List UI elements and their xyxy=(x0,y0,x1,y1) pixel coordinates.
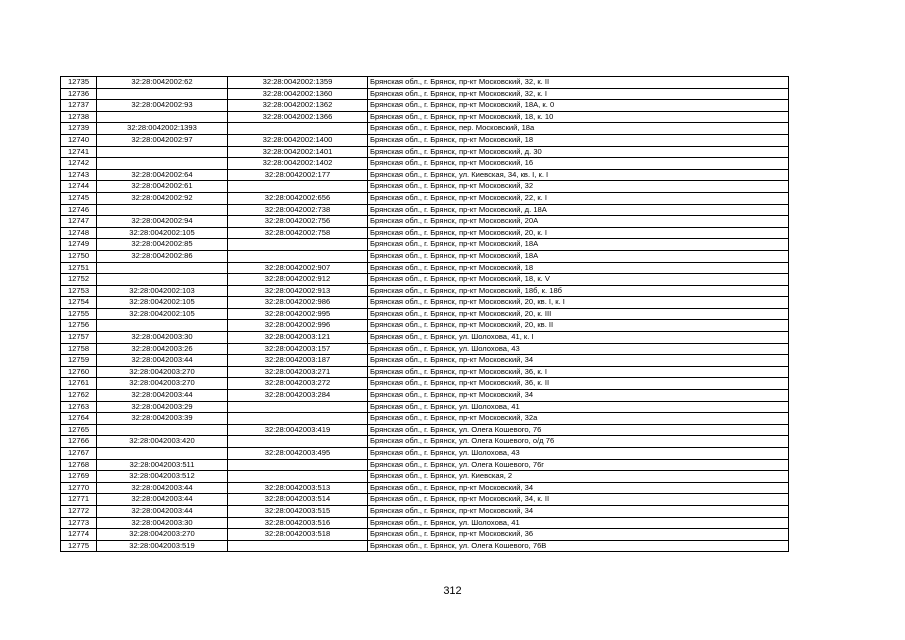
object-number-cell xyxy=(228,540,368,552)
row-number-cell: 12759 xyxy=(61,355,97,367)
object-number-cell: 32:28:0042002:758 xyxy=(228,227,368,239)
table-row xyxy=(61,192,789,204)
table-row xyxy=(61,169,789,181)
address-cell: Брянская обл., г. Брянск, ул. Шолохова, 41, к. I xyxy=(368,332,789,344)
parcel-number-cell: 32:28:0042003:511 xyxy=(97,459,228,471)
address-cell: Брянская обл., г. Брянск, пр-кт Московский, 18, к. V xyxy=(368,274,789,286)
address-cell: Брянская обл., г. Брянск, пр-кт Московский, 34 xyxy=(368,355,789,367)
parcel-number-cell: 32:28:0042003:44 xyxy=(97,355,228,367)
parcel-number-cell: 32:28:0042003:270 xyxy=(97,366,228,378)
address-cell: Брянская обл., г. Брянск, ул. Киевская, 2 xyxy=(368,471,789,483)
table-row xyxy=(61,134,789,146)
object-number-cell: 32:28:0042002:177 xyxy=(228,169,368,181)
parcel-number-cell: 32:28:0042002:105 xyxy=(97,227,228,239)
table-row xyxy=(61,239,789,251)
address-cell: Брянская обл., г. Брянск, ул. Киевская, 34, кв. I, к. I xyxy=(368,169,789,181)
object-number-cell xyxy=(228,123,368,135)
object-number-cell: 32:28:0042002:996 xyxy=(228,320,368,332)
parcel-number-cell: 32:28:0042002:86 xyxy=(97,250,228,262)
parcel-number-cell xyxy=(97,262,228,274)
object-number-cell: 32:28:0042002:1362 xyxy=(228,100,368,112)
row-number-cell: 12766 xyxy=(61,436,97,448)
table-row xyxy=(61,204,789,216)
address-cell: Брянская обл., г. Брянск, пр-кт Московский, 20, к. III xyxy=(368,308,789,320)
object-number-cell xyxy=(228,401,368,413)
address-cell: Брянская обл., г. Брянск, пр-кт Московский, 32 xyxy=(368,181,789,193)
object-number-cell xyxy=(228,471,368,483)
address-cell: Брянская обл., г. Брянск, пр-кт Московский, д. 30 xyxy=(368,146,789,158)
table-row xyxy=(61,181,789,193)
address-cell: Брянская обл., г. Брянск, пр-кт Московский, 18А xyxy=(368,250,789,262)
parcel-number-cell xyxy=(97,158,228,170)
row-number-cell: 12772 xyxy=(61,505,97,517)
table-row xyxy=(61,308,789,320)
table-row xyxy=(61,540,789,552)
row-number-cell: 12762 xyxy=(61,390,97,402)
row-number-cell: 12749 xyxy=(61,239,97,251)
address-cell: Брянская обл., г. Брянск, пр-кт Московский, 36, к. II xyxy=(368,378,789,390)
object-number-cell: 32:28:0042003:419 xyxy=(228,424,368,436)
object-number-cell: 32:28:0042002:1402 xyxy=(228,158,368,170)
parcel-number-cell: 32:28:0042002:103 xyxy=(97,285,228,297)
address-cell: Брянская обл., г. Брянск, пр-кт Московский, д. 18А xyxy=(368,204,789,216)
parcel-number-cell: 32:28:0042003:30 xyxy=(97,332,228,344)
table-row xyxy=(61,413,789,425)
table-row xyxy=(61,262,789,274)
table-row xyxy=(61,517,789,529)
cadastral-table xyxy=(60,76,789,552)
address-cell: Брянская обл., г. Брянск, пр-кт Московский, 22, к. I xyxy=(368,192,789,204)
address-cell: Брянская обл., г. Брянск, пр-кт Московский, 18А xyxy=(368,239,789,251)
table-row xyxy=(61,436,789,448)
object-number-cell: 32:28:0042002:995 xyxy=(228,308,368,320)
row-number-cell: 12742 xyxy=(61,158,97,170)
address-cell: Брянская обл., г. Брянск, пр-кт Московский, 36 xyxy=(368,529,789,541)
object-number-cell xyxy=(228,413,368,425)
table-row xyxy=(61,378,789,390)
object-number-cell: 32:28:0042003:272 xyxy=(228,378,368,390)
object-number-cell: 32:28:0042002:1401 xyxy=(228,146,368,158)
object-number-cell: 32:28:0042002:1360 xyxy=(228,88,368,100)
row-number-cell: 12768 xyxy=(61,459,97,471)
object-number-cell: 32:28:0042002:738 xyxy=(228,204,368,216)
object-number-cell: 32:28:0042002:912 xyxy=(228,274,368,286)
parcel-number-cell: 32:28:0042003:39 xyxy=(97,413,228,425)
parcel-number-cell xyxy=(97,204,228,216)
address-cell: Брянская обл., г. Брянск, ул. Шолохова, 41 xyxy=(368,401,789,413)
table-row xyxy=(61,216,789,228)
address-cell: Брянская обл., г. Брянск, ул. Шолохова, 41 xyxy=(368,517,789,529)
address-cell: Брянская обл., г. Брянск, пр-кт Московский, 36, к. I xyxy=(368,366,789,378)
row-number-cell: 12758 xyxy=(61,343,97,355)
object-number-cell: 32:28:0042003:284 xyxy=(228,390,368,402)
address-cell: Брянская обл., г. Брянск, пр-кт Московский, 34 xyxy=(368,505,789,517)
parcel-number-cell: 32:28:0042003:519 xyxy=(97,540,228,552)
object-number-cell xyxy=(228,459,368,471)
table-row xyxy=(61,146,789,158)
address-cell: Брянская обл., г. Брянск, пр-кт Московский, 16 xyxy=(368,158,789,170)
parcel-number-cell: 32:28:0042003:44 xyxy=(97,482,228,494)
row-number-cell: 12740 xyxy=(61,134,97,146)
parcel-number-cell: 32:28:0042002:1393 xyxy=(97,123,228,135)
address-cell: Брянская обл., г. Брянск, пр-кт Московский, 20, кв. II xyxy=(368,320,789,332)
table-row xyxy=(61,366,789,378)
object-number-cell: 32:28:0042003:513 xyxy=(228,482,368,494)
address-cell: Брянская обл., г. Брянск, пер. Московский, 18а xyxy=(368,123,789,135)
table-row xyxy=(61,111,789,123)
row-number-cell: 12757 xyxy=(61,332,97,344)
row-number-cell: 12770 xyxy=(61,482,97,494)
row-number-cell: 12738 xyxy=(61,111,97,123)
address-cell: Брянская обл., г. Брянск, пр-кт Московский, 18б, к. 18б xyxy=(368,285,789,297)
object-number-cell: 32:28:0042002:913 xyxy=(228,285,368,297)
table-row xyxy=(61,274,789,286)
parcel-number-cell xyxy=(97,88,228,100)
object-number-cell: 32:28:0042003:515 xyxy=(228,505,368,517)
row-number-cell: 12765 xyxy=(61,424,97,436)
address-cell: Брянская обл., г. Брянск, ул. Олега Кошевого, 76г xyxy=(368,459,789,471)
parcel-number-cell: 32:28:0042002:62 xyxy=(97,77,228,89)
address-cell: Брянская обл., г. Брянск, ул. Олега Кошевого, 76В xyxy=(368,540,789,552)
table-row xyxy=(61,448,789,460)
address-cell: Брянская обл., г. Брянск, пр-кт Московский, 32, к. II xyxy=(368,77,789,89)
row-number-cell: 12774 xyxy=(61,529,97,541)
address-cell: Брянская обл., г. Брянск, пр-кт Московский, 18 xyxy=(368,134,789,146)
address-cell: Брянская обл., г. Брянск, пр-кт Московский, 34, к. II xyxy=(368,494,789,506)
row-number-cell: 12747 xyxy=(61,216,97,228)
table-row xyxy=(61,494,789,506)
object-number-cell: 32:28:0042002:1366 xyxy=(228,111,368,123)
table-row xyxy=(61,123,789,135)
parcel-number-cell: 32:28:0042003:420 xyxy=(97,436,228,448)
row-number-cell: 12739 xyxy=(61,123,97,135)
table-row xyxy=(61,401,789,413)
parcel-number-cell: 32:28:0042003:270 xyxy=(97,378,228,390)
object-number-cell: 32:28:0042002:656 xyxy=(228,192,368,204)
row-number-cell: 12736 xyxy=(61,88,97,100)
parcel-number-cell: 32:28:0042002:61 xyxy=(97,181,228,193)
address-cell: Брянская обл., г. Брянск, ул. Шолохова, 43 xyxy=(368,448,789,460)
table-row xyxy=(61,77,789,89)
parcel-number-cell: 32:28:0042002:97 xyxy=(97,134,228,146)
parcel-number-cell xyxy=(97,146,228,158)
table-row xyxy=(61,505,789,517)
object-number-cell xyxy=(228,181,368,193)
parcel-number-cell: 32:28:0042002:64 xyxy=(97,169,228,181)
address-cell: Брянская обл., г. Брянск, пр-кт Московский, 20, к. I xyxy=(368,227,789,239)
address-cell: Брянская обл., г. Брянск, ул. Олега Кошевого, о/д 76 xyxy=(368,436,789,448)
address-cell: Брянская обл., г. Брянск, пр-кт Московский, 20, кв. I, к. I xyxy=(368,297,789,309)
row-number-cell: 12755 xyxy=(61,308,97,320)
parcel-number-cell: 32:28:0042003:270 xyxy=(97,529,228,541)
row-number-cell: 12748 xyxy=(61,227,97,239)
address-cell: Брянская обл., г. Брянск, пр-кт Московский, 32, к. I xyxy=(368,88,789,100)
table-row xyxy=(61,471,789,483)
table-row xyxy=(61,424,789,436)
table-row xyxy=(61,459,789,471)
row-number-cell: 12767 xyxy=(61,448,97,460)
table-row xyxy=(61,250,789,262)
row-number-cell: 12763 xyxy=(61,401,97,413)
row-number-cell: 12752 xyxy=(61,274,97,286)
table-row xyxy=(61,320,789,332)
object-number-cell: 32:28:0042003:121 xyxy=(228,332,368,344)
parcel-number-cell: 32:28:0042002:105 xyxy=(97,297,228,309)
row-number-cell: 12741 xyxy=(61,146,97,158)
object-number-cell: 32:28:0042003:518 xyxy=(228,529,368,541)
object-number-cell: 32:28:0042003:495 xyxy=(228,448,368,460)
address-cell: Брянская обл., г. Брянск, ул. Олега Кошевого, 76 xyxy=(368,424,789,436)
parcel-number-cell xyxy=(97,448,228,460)
row-number-cell: 12746 xyxy=(61,204,97,216)
row-number-cell: 12761 xyxy=(61,378,97,390)
address-cell: Брянская обл., г. Брянск, пр-кт Московский, 34 xyxy=(368,482,789,494)
object-number-cell xyxy=(228,250,368,262)
table-row xyxy=(61,285,789,297)
row-number-cell: 12764 xyxy=(61,413,97,425)
address-cell: Брянская обл., г. Брянск, пр-кт Московский, 34 xyxy=(368,390,789,402)
row-number-cell: 12744 xyxy=(61,181,97,193)
table-row xyxy=(61,297,789,309)
row-number-cell: 12737 xyxy=(61,100,97,112)
table-row xyxy=(61,529,789,541)
table-row xyxy=(61,355,789,367)
row-number-cell: 12769 xyxy=(61,471,97,483)
object-number-cell: 32:28:0042002:907 xyxy=(228,262,368,274)
table-row xyxy=(61,100,789,112)
address-cell: Брянская обл., г. Брянск, ул. Шолохова, 43 xyxy=(368,343,789,355)
table-row xyxy=(61,482,789,494)
parcel-number-cell: 32:28:0042002:92 xyxy=(97,192,228,204)
parcel-number-cell xyxy=(97,111,228,123)
row-number-cell: 12743 xyxy=(61,169,97,181)
parcel-number-cell: 32:28:0042003:512 xyxy=(97,471,228,483)
parcel-number-cell xyxy=(97,424,228,436)
object-number-cell: 32:28:0042003:514 xyxy=(228,494,368,506)
object-number-cell xyxy=(228,436,368,448)
table-row xyxy=(61,88,789,100)
row-number-cell: 12771 xyxy=(61,494,97,506)
object-number-cell: 32:28:0042003:516 xyxy=(228,517,368,529)
object-number-cell: 32:28:0042002:1400 xyxy=(228,134,368,146)
object-number-cell: 32:28:0042003:271 xyxy=(228,366,368,378)
table-row xyxy=(61,343,789,355)
row-number-cell: 12735 xyxy=(61,77,97,89)
parcel-number-cell: 32:28:0042002:85 xyxy=(97,239,228,251)
row-number-cell: 12760 xyxy=(61,366,97,378)
row-number-cell: 12775 xyxy=(61,540,97,552)
table-row xyxy=(61,227,789,239)
parcel-number-cell: 32:28:0042003:44 xyxy=(97,494,228,506)
table-body xyxy=(61,77,789,552)
address-cell: Брянская обл., г. Брянск, пр-кт Московский, 18 xyxy=(368,262,789,274)
page-number: 312 xyxy=(443,585,462,597)
table-row xyxy=(61,390,789,402)
address-cell: Брянская обл., г. Брянск, пр-кт Московский, 32а xyxy=(368,413,789,425)
parcel-number-cell: 32:28:0042003:26 xyxy=(97,343,228,355)
parcel-number-cell xyxy=(97,320,228,332)
object-number-cell: 32:28:0042002:756 xyxy=(228,216,368,228)
table-row xyxy=(61,332,789,344)
parcel-number-cell: 32:28:0042002:93 xyxy=(97,100,228,112)
row-number-cell: 12745 xyxy=(61,192,97,204)
parcel-number-cell: 32:28:0042002:105 xyxy=(97,308,228,320)
row-number-cell: 12754 xyxy=(61,297,97,309)
object-number-cell: 32:28:0042003:187 xyxy=(228,355,368,367)
row-number-cell: 12750 xyxy=(61,250,97,262)
object-number-cell: 32:28:0042002:986 xyxy=(228,297,368,309)
parcel-number-cell xyxy=(97,274,228,286)
parcel-number-cell: 32:28:0042003:44 xyxy=(97,505,228,517)
address-cell: Брянская обл., г. Брянск, пр-кт Московский, 18А, к. 0 xyxy=(368,100,789,112)
parcel-number-cell: 32:28:0042002:94 xyxy=(97,216,228,228)
object-number-cell: 32:28:0042002:1359 xyxy=(228,77,368,89)
address-cell: Брянская обл., г. Брянск, пр-кт Московский, 20А xyxy=(368,216,789,228)
row-number-cell: 12751 xyxy=(61,262,97,274)
parcel-number-cell: 32:28:0042003:29 xyxy=(97,401,228,413)
address-cell: Брянская обл., г. Брянск, пр-кт Московский, 18, к. 10 xyxy=(368,111,789,123)
parcel-number-cell: 32:28:0042003:44 xyxy=(97,390,228,402)
parcel-number-cell: 32:28:0042003:30 xyxy=(97,517,228,529)
row-number-cell: 12753 xyxy=(61,285,97,297)
row-number-cell: 12773 xyxy=(61,517,97,529)
object-number-cell: 32:28:0042003:157 xyxy=(228,343,368,355)
object-number-cell xyxy=(228,239,368,251)
table-row xyxy=(61,158,789,170)
row-number-cell: 12756 xyxy=(61,320,97,332)
